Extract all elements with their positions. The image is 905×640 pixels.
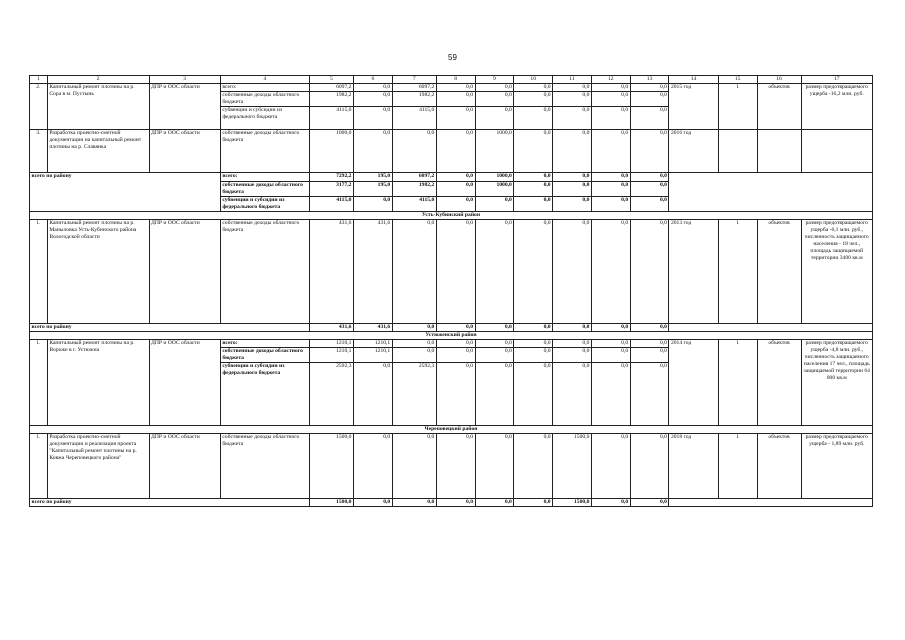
column-header: 13 <box>630 76 669 84</box>
value-cell: 0,0 <box>436 348 475 363</box>
value-cell: 2592,3 <box>392 363 436 426</box>
value-cell: 0,0 <box>475 324 514 332</box>
project-row <box>30 130 873 173</box>
value-cell: 0,0 <box>514 173 553 182</box>
quantity-cell: 1 <box>718 84 757 130</box>
value-cell: 0,0 <box>392 324 436 332</box>
column-header: 12 <box>591 76 630 84</box>
value-cell: 0,0 <box>353 499 392 507</box>
value-cell: 4115,0 <box>392 107 436 130</box>
value-cell: 0,0 <box>475 340 514 348</box>
value-cell: 0,0 <box>392 130 436 173</box>
column-header: 1 <box>30 76 48 84</box>
value-cell: 0,0 <box>353 363 392 426</box>
value-cell: 0,0 <box>353 84 392 92</box>
section-row <box>30 212 873 220</box>
value-cell: 0,0 <box>591 92 630 107</box>
value-cell: 0,0 <box>475 348 514 363</box>
value-cell: 0,0 <box>630 348 669 363</box>
responsible-org: ДПР и ООС области <box>149 434 220 499</box>
value-cell: 0,0 <box>475 197 514 212</box>
value-cell: 0,0 <box>475 434 514 499</box>
year-cell: 2016 год <box>669 130 718 173</box>
project-name: Капитальный ремонт плотины на р. Сора в м. Пустынь <box>47 84 149 130</box>
value-cell: 0,0 <box>475 107 514 130</box>
value-cell: 0,0 <box>553 130 592 173</box>
funding-source: субвенции и субсидии из федерального бюджета <box>220 107 309 130</box>
value-cell: 0,0 <box>591 348 630 363</box>
column-header: 3 <box>149 76 220 84</box>
value-cell: 0,0 <box>514 434 553 499</box>
value-cell: 0,0 <box>630 92 669 107</box>
value-cell: 1000,0 <box>309 130 353 173</box>
funding-source: собственные доходы областного бюджета <box>220 434 309 499</box>
effect-cell: размер предотвращаемого ущерба -4,8 млн. руб., численность защищаемого населения 17 чел., площадь защищаемой территории 64 000 кв.м <box>801 340 872 426</box>
value-cell: 0,0 <box>514 220 553 324</box>
column-header: 17 <box>801 76 872 84</box>
value-cell: 195,0 <box>353 173 392 182</box>
effect-cell: размер предотвращаемого ущерба -16,2 млн. руб. <box>801 84 872 130</box>
value-cell: 0,0 <box>591 499 630 507</box>
quantity-cell: 1 <box>718 340 757 426</box>
value-cell: 0,0 <box>353 130 392 173</box>
value-cell: 0,0 <box>436 84 475 92</box>
value-cell: 1982,2 <box>309 92 353 107</box>
value-cell: 1982,2 <box>392 182 436 197</box>
section-title: Усть-Кубинский район <box>30 212 873 220</box>
value-cell: 0,0 <box>353 197 392 212</box>
value-cell: 0,0 <box>553 197 592 212</box>
value-cell: 0,0 <box>436 197 475 212</box>
value-cell: 0,0 <box>591 363 630 426</box>
funding-source: собственные доходы областного бюджета <box>220 182 309 197</box>
value-cell: 0,0 <box>436 324 475 332</box>
value-cell: 0,0 <box>436 92 475 107</box>
item-number: 1. <box>30 434 48 499</box>
empty-cell <box>669 324 873 332</box>
value-cell: 0,0 <box>553 324 592 332</box>
value-cell: 0,0 <box>591 197 630 212</box>
value-cell: 0,0 <box>553 340 592 348</box>
column-header: 15 <box>718 76 757 84</box>
value-cell: 0,0 <box>630 130 669 173</box>
value-cell: 0,0 <box>392 499 436 507</box>
value-cell: 0,0 <box>436 130 475 173</box>
value-cell: 1500,0 <box>309 499 353 507</box>
value-cell: 431,6 <box>353 220 392 324</box>
value-cell: 0,0 <box>436 363 475 426</box>
funding-source: собственные доходы областного бюджета <box>220 92 309 107</box>
value-cell: 0,0 <box>436 173 475 182</box>
unit-cell: объектов <box>757 84 801 130</box>
year-cell: 2018 год <box>669 434 718 499</box>
value-cell: 0,0 <box>436 340 475 348</box>
quantity-cell: 1 <box>718 220 757 324</box>
value-cell: 0,0 <box>553 92 592 107</box>
value-cell: 0,0 <box>630 324 669 332</box>
value-cell: 0,0 <box>553 363 592 426</box>
value-cell: 1500,0 <box>309 434 353 499</box>
value-cell: 0,0 <box>514 92 553 107</box>
value-cell: 1210,1 <box>353 348 392 363</box>
value-cell: 1000,0 <box>475 173 514 182</box>
value-cell: 1210,1 <box>353 340 392 348</box>
funding-source: собственные доходы областного бюджета <box>220 220 309 324</box>
column-header: 9 <box>475 76 514 84</box>
total-row <box>30 499 873 507</box>
value-cell: 0,0 <box>475 363 514 426</box>
value-cell: 0,0 <box>591 340 630 348</box>
value-cell: 0,0 <box>514 197 553 212</box>
responsible-org: ДПР и ООС области <box>149 340 220 426</box>
value-cell: 0,0 <box>514 182 553 197</box>
quantity-cell <box>718 130 757 173</box>
responsible-org: ДПР и ООС области <box>149 84 220 130</box>
header-row <box>30 76 873 84</box>
funding-source: собственные доходы областного бюджета <box>220 348 309 363</box>
total-row <box>30 173 873 182</box>
effect-cell: размер предотвращаемого ущерба - 1,89 млн. руб. <box>801 434 872 499</box>
value-cell: 0,0 <box>553 220 592 324</box>
value-cell: 0,0 <box>514 340 553 348</box>
value-cell: 0,0 <box>630 173 669 182</box>
value-cell: 1500,0 <box>553 499 592 507</box>
value-cell: 0,0 <box>591 107 630 130</box>
column-header: 7 <box>392 76 436 84</box>
value-cell: 1500,0 <box>553 434 592 499</box>
year-cell: 2015 год <box>669 84 718 130</box>
unit-cell: объектов <box>757 340 801 426</box>
column-header: 6 <box>353 76 392 84</box>
section-title: Череповецкий район <box>30 426 873 434</box>
column-header: 5 <box>309 76 353 84</box>
unit-cell <box>757 130 801 173</box>
budget-table <box>29 75 873 507</box>
year-cell: 2014 год <box>669 340 718 426</box>
value-cell: 0,0 <box>514 84 553 92</box>
value-cell: 0,0 <box>436 499 475 507</box>
value-cell: 1210,1 <box>309 348 353 363</box>
value-cell: 431,6 <box>309 220 353 324</box>
item-number: 3. <box>30 130 48 173</box>
total-row <box>30 324 873 332</box>
funding-source: собственные доходы областного бюджета <box>220 130 309 173</box>
value-cell: 1982,2 <box>392 92 436 107</box>
value-cell: 0,0 <box>591 173 630 182</box>
value-cell: 0,0 <box>630 107 669 130</box>
item-number: 2. <box>30 84 48 130</box>
item-number: 1. <box>30 340 48 426</box>
responsible-org: ДПР и ООС области <box>149 130 220 173</box>
value-cell: 0,0 <box>392 340 436 348</box>
value-cell: 0,0 <box>630 363 669 426</box>
column-header: 14 <box>669 76 718 84</box>
value-cell: 0,0 <box>553 107 592 130</box>
value-cell: 0,0 <box>630 220 669 324</box>
value-cell: 0,0 <box>353 434 392 499</box>
value-cell: 0,0 <box>553 173 592 182</box>
responsible-org: ДПР и ООС области <box>149 220 220 324</box>
value-cell: 0,0 <box>392 220 436 324</box>
column-header: 4 <box>220 76 309 84</box>
funding-source: всего: <box>220 173 309 182</box>
total-label: всего по району <box>30 324 310 332</box>
column-header: 2 <box>47 76 149 84</box>
value-cell: 195,0 <box>353 182 392 197</box>
unit-cell: объектов <box>757 220 801 324</box>
project-name: Разработка проектно-сметной документации и реализация проекта "Капитальный ремонт плотины на р. Ковжа Череповецкого района" <box>47 434 149 499</box>
value-cell: 0,0 <box>591 182 630 197</box>
value-cell: 0,0 <box>514 499 553 507</box>
value-cell: 3177,2 <box>309 182 353 197</box>
value-cell: 6097,2 <box>392 173 436 182</box>
project-row <box>30 340 873 348</box>
unit-cell: объектов <box>757 434 801 499</box>
section-title: Устюженский район <box>30 332 873 340</box>
value-cell: 4115,0 <box>309 197 353 212</box>
value-cell: 0,0 <box>553 84 592 92</box>
column-header: 11 <box>553 76 592 84</box>
value-cell: 4115,0 <box>392 197 436 212</box>
value-cell: 0,0 <box>392 434 436 499</box>
value-cell: 1210,1 <box>309 340 353 348</box>
value-cell: 0,0 <box>436 182 475 197</box>
value-cell: 0,0 <box>553 348 592 363</box>
value-cell: 0,0 <box>591 84 630 92</box>
column-header: 16 <box>757 76 801 84</box>
value-cell: 431,6 <box>353 324 392 332</box>
value-cell: 4115,0 <box>309 107 353 130</box>
item-number: 1. <box>30 220 48 324</box>
value-cell: 2592,3 <box>309 363 353 426</box>
value-cell: 0,0 <box>436 107 475 130</box>
page-number: 59 <box>448 53 457 62</box>
value-cell: 0,0 <box>392 348 436 363</box>
value-cell: 0,0 <box>353 107 392 130</box>
column-header: 10 <box>514 76 553 84</box>
project-row <box>30 434 873 499</box>
value-cell: 0,0 <box>630 84 669 92</box>
value-cell: 0,0 <box>514 130 553 173</box>
column-header: 8 <box>436 76 475 84</box>
value-cell: 0,0 <box>475 499 514 507</box>
value-cell: 0,0 <box>353 92 392 107</box>
project-name: Капитальный ремонт плотины на р. Маныловка Усть-Кубинского района Вологодской области <box>47 220 149 324</box>
value-cell: 1000,0 <box>475 130 514 173</box>
funding-source: субвенции и субсидии из федерального бюджета <box>220 363 309 426</box>
value-cell: 1000,0 <box>475 182 514 197</box>
value-cell: 0,0 <box>591 324 630 332</box>
section-row <box>30 426 873 434</box>
project-row <box>30 220 873 324</box>
value-cell: 0,0 <box>591 434 630 499</box>
value-cell: 0,0 <box>630 434 669 499</box>
value-cell: 0,0 <box>514 107 553 130</box>
value-cell: 0,0 <box>514 348 553 363</box>
funding-source: субвенции и субсидии из федерального бюджета <box>220 197 309 212</box>
value-cell: 6097,2 <box>309 84 353 92</box>
value-cell: 0,0 <box>514 324 553 332</box>
value-cell: 0,0 <box>514 363 553 426</box>
value-cell: 431,6 <box>309 324 353 332</box>
value-cell: 0,0 <box>436 220 475 324</box>
table-body <box>30 76 873 507</box>
value-cell: 0,0 <box>553 182 592 197</box>
value-cell: 0,0 <box>436 434 475 499</box>
value-cell: 0,0 <box>630 340 669 348</box>
value-cell: 0,0 <box>475 220 514 324</box>
funding-source: всего: <box>220 84 309 92</box>
total-label: всего по району <box>30 499 310 507</box>
effect-cell <box>801 130 872 173</box>
value-cell: 0,0 <box>591 220 630 324</box>
effect-cell: размер предотвращаемого ущерба -6,1 млн. руб., численность защищаемого населения - 18 чел., площадь защищаемой территории 3400 кв.м <box>801 220 872 324</box>
empty-cell <box>669 499 873 507</box>
value-cell: 0,0 <box>591 130 630 173</box>
project-row <box>30 84 873 92</box>
value-cell: 0,0 <box>475 92 514 107</box>
empty-cell <box>669 173 873 212</box>
value-cell: 0,0 <box>630 182 669 197</box>
total-label: всего по району <box>30 173 221 212</box>
value-cell: 0,0 <box>475 84 514 92</box>
value-cell: 0,0 <box>630 499 669 507</box>
project-name: Разработка проектно-сметной документации на капитальный ремонт плотины на р. Славянка <box>47 130 149 173</box>
value-cell: 0,0 <box>630 197 669 212</box>
year-cell: 2013 год <box>669 220 718 324</box>
section-row <box>30 332 873 340</box>
funding-source: всего: <box>220 340 309 348</box>
value-cell: 7292,2 <box>309 173 353 182</box>
quantity-cell: 1 <box>718 434 757 499</box>
project-name: Капитальный ремонт плотины на р. Вороже в г. Устюжна <box>47 340 149 426</box>
value-cell: 6097,2 <box>392 84 436 92</box>
